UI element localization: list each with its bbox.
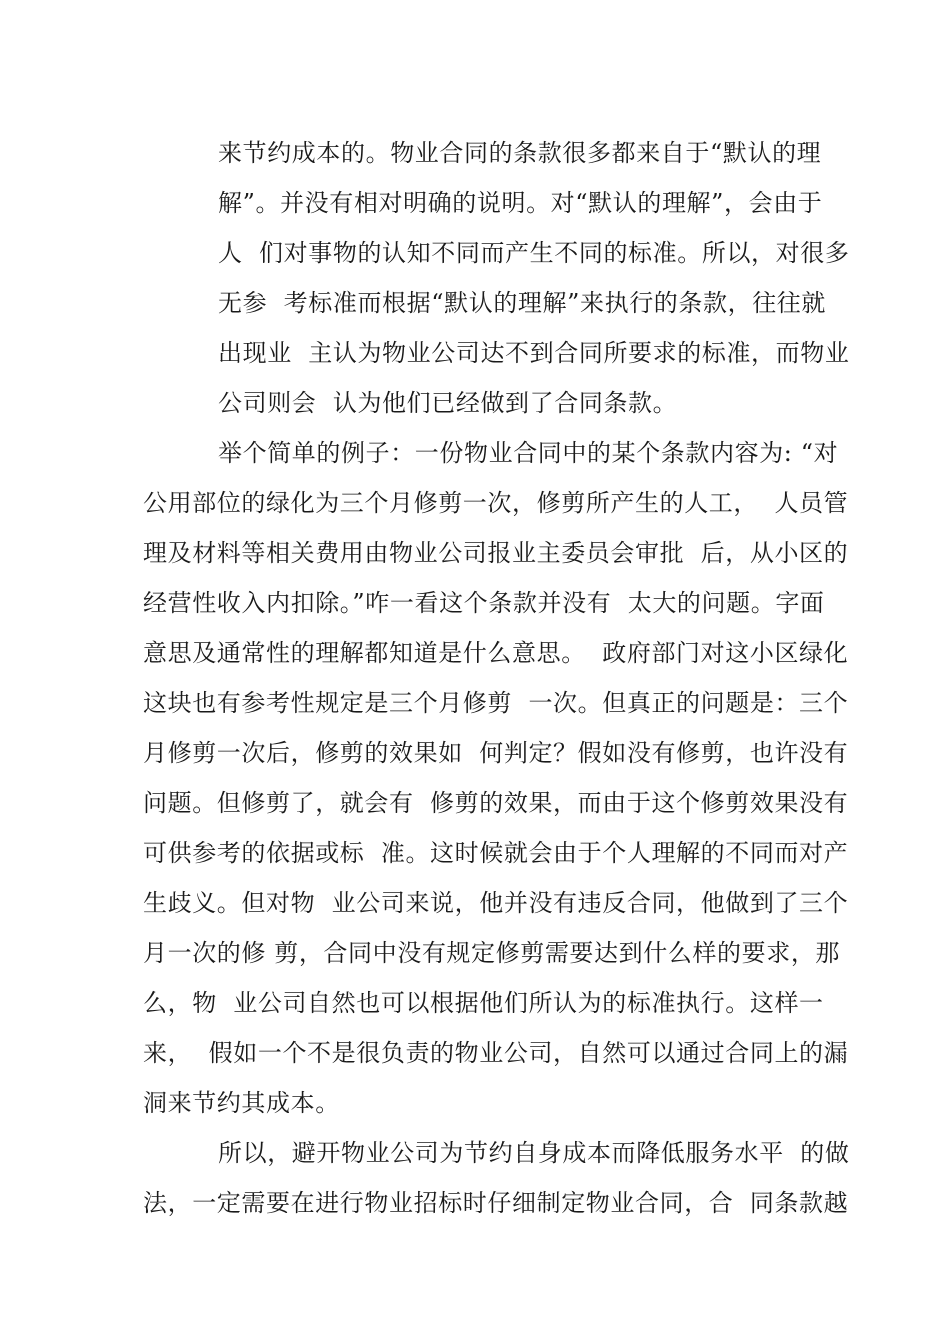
text-line: 这块也有参考性规定是三个月修剪 一次。但真正的问题是：三个 xyxy=(143,689,849,717)
text-line: 意思及通常性的理解都知道是什么意思。 政府部门对这小区绿化 xyxy=(143,639,849,667)
text-line: 人 们对事物的认知不同而产生不同的标准。所以，对很多 xyxy=(218,239,850,267)
text-line: 理及材料等相关费用由物业公司报业主委员会审批 后，从小区的 xyxy=(143,539,849,567)
text-line: 生歧义。但对物 业公司来说，他并没有违反合同，他做到了三个 xyxy=(143,889,849,917)
text-line: 么，物 业公司自然也可以根据他们所认为的标准执行。这样一 xyxy=(143,989,824,1017)
text-line: 可供参考的依据或标 准。这时候就会由于个人理解的不同而对产 xyxy=(143,839,849,867)
text-line: 法，一定需要在进行物业招标时仔细制定物业合同，合 同条款越 xyxy=(143,1189,849,1217)
text-line: 月修剪一次后，修剪的效果如 何判定？假如没有修剪，也许没有 xyxy=(143,739,849,767)
paragraph-first-line: 所以，避开物业公司为节约自身成本而降低服务水平 的做 xyxy=(218,1139,850,1167)
text-line: 来节约成本的。物业合同的条款很多都来自于“默认的理 xyxy=(218,139,822,167)
text-line: 洞来节约其成本。 xyxy=(143,1089,340,1117)
text-line: 问题。但修剪了，就会有 修剪的效果，而由于这个修剪效果没有 xyxy=(143,789,849,817)
text-line: 解”。并没有相对明确的说明。对“默认的理解”，会由于 xyxy=(218,189,823,217)
text-line: 来， 假如一个不是很负责的物业公司，自然可以通过合同上的漏 xyxy=(143,1039,849,1067)
text-line: 公司则会 认为他们已经做到了合同条款。 xyxy=(218,389,678,417)
text-line: 出现业 主认为物业公司达不到合同所要求的标准，而物业 xyxy=(218,339,850,367)
text-line: 月一次的修 剪，合同中没有规定修剪需要达到什么样的要求，那 xyxy=(143,939,841,967)
paragraph-first-line: 举个简单的例子：一份物业合同中的某个条款内容为: “对 xyxy=(218,439,839,467)
text-line: 无参 考标准而根据“默认的理解”来执行的条款，往往就 xyxy=(218,289,826,317)
text-line: 公用部位的绿化为三个月修剪一次，修剪所产生的人工， 人员管 xyxy=(143,489,849,517)
text-line: 经营性收入内扣除。”咋一看这个条款并没有 太大的问题。字面 xyxy=(143,589,825,617)
